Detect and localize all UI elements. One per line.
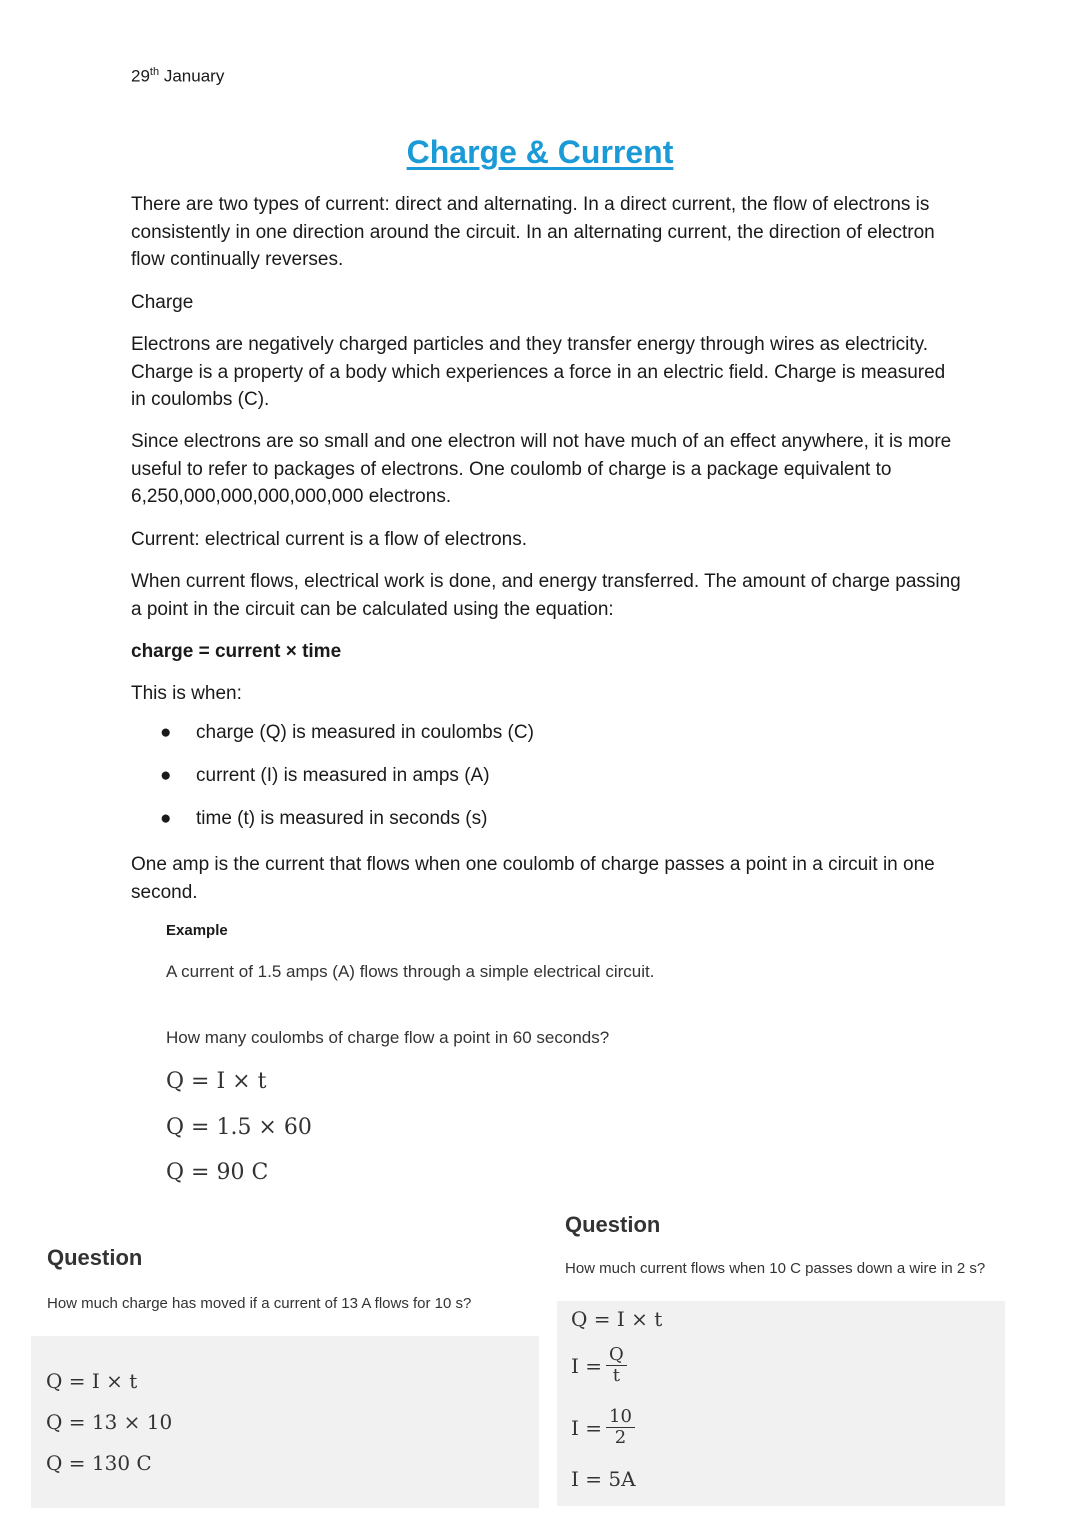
bullet-icon: ●	[160, 808, 172, 829]
example-step-1: Q = I × t	[166, 1069, 267, 1094]
list-item: ● current (I) is measured in amps (A)	[160, 765, 490, 786]
question-left-answer-box	[31, 1336, 539, 1508]
example-heading: Example	[166, 922, 228, 939]
question-right-step-2: I = $\frac{Q}{t}$	[571, 1345, 627, 1386]
question-left-heading: Question	[47, 1245, 143, 1270]
question-left-step-1: Q = I × t	[46, 1369, 138, 1393]
amp-definition: One amp is the current that flows when one coulomb of charge passes a point in a circuit in one second.	[131, 854, 935, 903]
charge-heading: Charge	[131, 292, 194, 313]
question-right-step-3: I = $\frac{10}{2}$	[571, 1407, 635, 1448]
this-is-when: This is when:	[131, 683, 242, 704]
current-definition: Current: electrical current is a flow of electrons.	[131, 529, 527, 550]
date-month: January	[163, 66, 225, 86]
fraction: $\frac{Q}{t}$	[606, 1345, 627, 1386]
example-step-2: Q = 1.5 × 60	[166, 1115, 312, 1140]
bullet-icon: ●	[160, 722, 172, 743]
example-step-3: Q = 90 C	[166, 1160, 269, 1185]
question-right-text: How much current flows when 10 C passes down a wire in 2 s?	[565, 1260, 986, 1277]
question-left-step-3: Q = 130 C	[46, 1451, 152, 1475]
intro-paragraph: There are two types of current: direct and alternating. In a direct current, the flow of electrons is consistently in one direction around the circuit. In an alternating current, the direction of electron flow continually reverses.	[131, 194, 935, 270]
date-suffix: th	[149, 66, 160, 78]
date-day: 29	[131, 66, 150, 86]
units-list	[160, 722, 534, 851]
question-left-step-2: Q = 13 × 10	[46, 1410, 173, 1434]
fraction: $\frac{10}{2}$	[606, 1407, 635, 1448]
charge-equation: charge = current × time	[131, 641, 342, 662]
page-title: Charge & Current	[406, 134, 674, 170]
bullet-icon: ●	[160, 765, 172, 786]
list-item: ● time (t) is measured in seconds (s)	[160, 808, 488, 829]
question-left-text: How much charge has moved if a current of 13 A flows for 10 s?	[47, 1295, 472, 1312]
list-item: ● charge (Q) is measured in coulombs (C)	[160, 722, 534, 743]
charge-definition: Electrons are negatively charged particles and they transfer energy through wires as electricity. Charge is a property of a body which experiences a force in an electric field. Charge is measured in coulombs (C).	[131, 334, 946, 410]
question-right-step-1: Q = I × t	[571, 1307, 663, 1331]
example-question: How many coulombs of charge flow a point in 60 seconds?	[166, 1028, 610, 1047]
question-right-step-4: I = 5A	[571, 1467, 636, 1491]
work-paragraph: When current flows, electrical work is done, and energy transferred. The amount of charge passing a point in the circuit can be calculated using the equation:	[131, 571, 961, 620]
coulomb-paragraph: Since electrons are so small and one electron will not have much of an effect anywhere, it is more useful to refer to packages of electrons. One coulomb of charge is a package equivalent to 6,250,000,000,000,000,000 electrons.	[131, 431, 952, 507]
question-right-heading: Question	[565, 1212, 661, 1237]
date	[131, 66, 224, 87]
question-right-answer-box	[557, 1301, 1005, 1506]
example-text: A current of 1.5 amps (A) flows through a simple electrical circuit.	[166, 962, 655, 981]
